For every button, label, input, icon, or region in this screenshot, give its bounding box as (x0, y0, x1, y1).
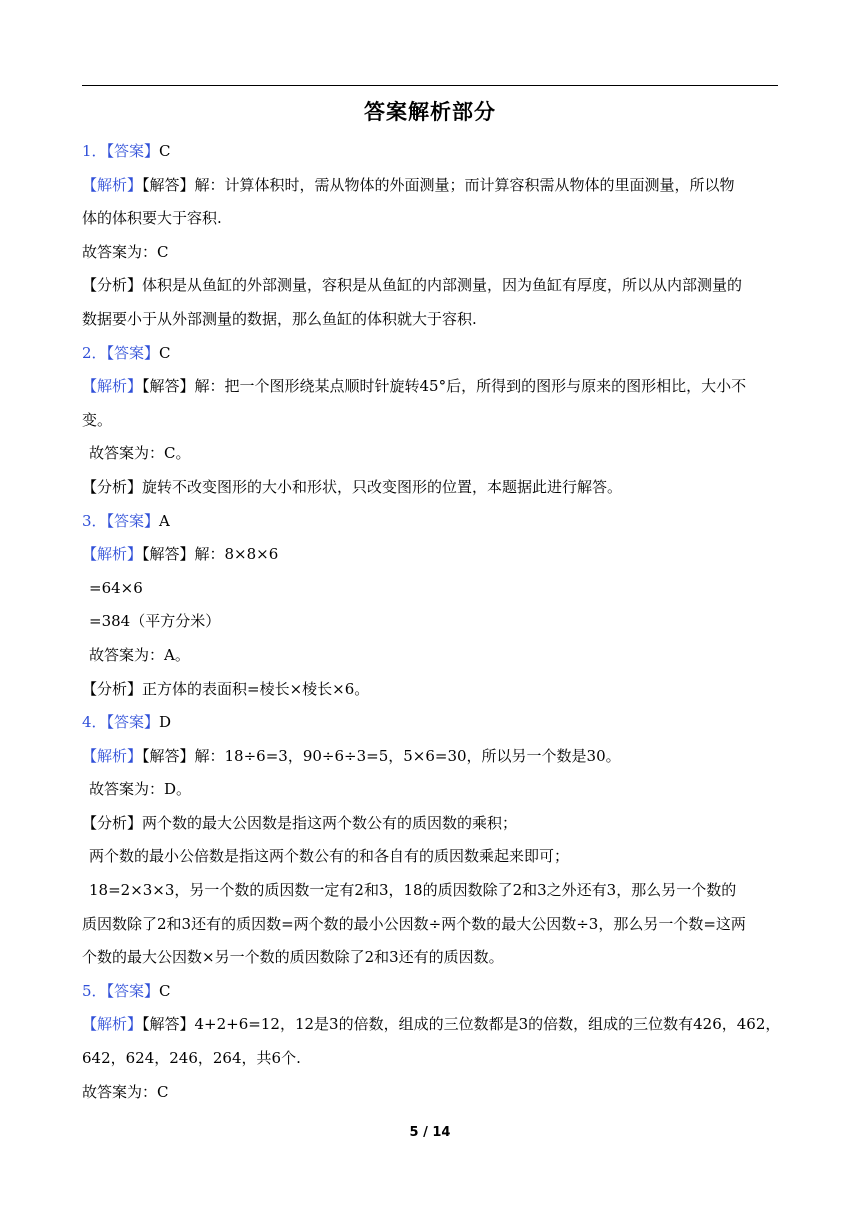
answer-line (82, 269, 782, 303)
answer-line (82, 1008, 782, 1042)
page-number: 5 / 14 (409, 1125, 451, 1140)
answer-line (82, 538, 782, 572)
answer-line (82, 437, 782, 471)
answer-text: 故答案为：C (82, 242, 169, 261)
answer-line (82, 706, 782, 740)
answer-line (82, 941, 782, 975)
answer-line (82, 404, 782, 438)
answer-tag: 2．【答案】 (82, 343, 160, 362)
answer-line (82, 773, 782, 807)
answer-content (82, 135, 782, 1109)
answer-line (82, 505, 782, 539)
answer-text: 18=2×3×3，另一个数的质因数一定有2和3，18的质因数除了2和3之外还有3，那么另一个数的 (89, 881, 737, 900)
answer-text: 故答案为：C (82, 1082, 169, 1101)
answer-tag: 3．【答案】 (82, 511, 160, 530)
answer-tag: 5．【答案】 (82, 981, 160, 1000)
analysis-tag: 【解析】 (82, 545, 143, 564)
answer-text: C (159, 343, 171, 362)
answer-line (82, 975, 782, 1009)
answer-text: C (159, 142, 171, 160)
analysis-tag: 【解析】 (82, 175, 143, 194)
answer-text: 故答案为：C。 (89, 444, 191, 463)
answer-line (82, 303, 782, 337)
analysis-tag: 【解析】 (82, 746, 143, 765)
answer-line (82, 337, 782, 371)
answer-text: 【分析】体积是从鱼缸的外部测量，容积是从鱼缸的内部测量，因为鱼缸有厚度，所以从内部测量的 (82, 276, 743, 295)
answer-text: =64×6 (89, 578, 143, 597)
answer-text: 两个数的最小公倍数是指这两个数公有的和各自有的质因数乘起来即可； (89, 847, 570, 866)
answer-text: 【分析】两个数的最大公因数是指这两个数公有的质因数的乘积； (82, 813, 518, 832)
answer-line (82, 740, 782, 774)
answer-text: A (159, 511, 170, 530)
answer-text: 【分析】正方体的表面积=棱长×棱长×6。 (82, 679, 370, 698)
answer-text: 体的体积要大于容积. (82, 209, 222, 228)
answer-line (82, 1042, 782, 1076)
answer-text: =384（平方分米） (89, 612, 221, 631)
answer-text: C (159, 981, 171, 1000)
answer-tag: 1．【答案】 (82, 142, 160, 160)
answer-line (82, 135, 782, 169)
answer-line (82, 1076, 782, 1110)
answer-text: 【解答】解：18÷6=3，90÷6÷3=5，5×6=30，所以另一个数是30。 (142, 746, 621, 765)
answer-text: 【解答】解：把一个图形绕某点顺时针旋转45°后，所得到的图形与原来的图形相比，大小不 (142, 377, 747, 396)
answer-line (82, 908, 782, 942)
answer-line (82, 236, 782, 270)
answer-text: 故答案为：A。 (89, 645, 190, 664)
answer-text: 质因数除了2和3还有的质因数=两个数的最小公因数÷两个数的最大公因数÷3，那么另一个数=这两 (82, 914, 746, 933)
answer-line (82, 471, 782, 505)
answer-text: 【分析】旋转不改变图形的大小和形状，只改变图形的位置，本题据此进行解答。 (82, 477, 623, 496)
answer-text: 642，624，246，264，共6个. (82, 1049, 301, 1068)
answer-line (82, 840, 782, 874)
answer-text: 个数的最大公因数×另一个数的质因数除了2和3还有的质因数。 (82, 948, 504, 967)
answer-text: 【解答】4+2+6=12，12是3的倍数，组成的三位数都是3的倍数，组成的三位数有426，462， (142, 1015, 781, 1034)
answer-line (82, 673, 782, 707)
answer-line (82, 874, 782, 908)
header-rule (82, 85, 778, 86)
answer-text: 变。 (82, 410, 113, 429)
answer-line (82, 169, 782, 203)
answer-line (82, 605, 782, 639)
analysis-tag: 【解析】 (82, 377, 143, 396)
answer-text: 【解答】解：8×8×6 (142, 545, 279, 564)
answer-text: D (159, 713, 172, 732)
answer-line (82, 639, 782, 673)
answer-line (82, 202, 782, 236)
analysis-tag: 【解析】 (82, 1015, 143, 1034)
answer-text: 故答案为：D。 (89, 780, 192, 799)
answer-text: 【解答】解：计算体积时，需从物体的外面测量；而计算容积需从物体的里面测量，所以物 (142, 175, 735, 194)
answer-line (82, 572, 782, 606)
section-title: 答案解析部分 (364, 100, 496, 124)
answer-tag: 4．【答案】 (82, 713, 160, 732)
answer-line (82, 370, 782, 404)
answer-line (82, 807, 782, 841)
answer-text: 数据要小于从外部测量的数据，那么鱼缸的体积就大于容积. (82, 309, 477, 328)
